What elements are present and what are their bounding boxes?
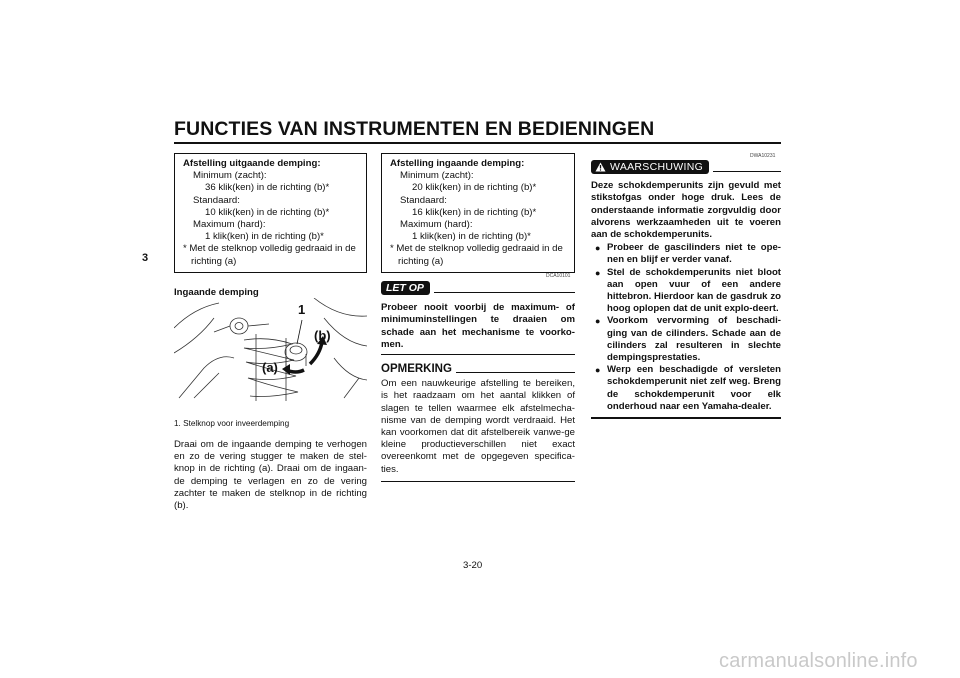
list-item-text: Voorkom vervorming of beschadi-ging van de cilinders. Schade aan de cilinders zal resulteren in slechte dempingsprestaties. xyxy=(607,315,781,364)
warning-rule xyxy=(713,171,781,172)
std-value: 16 klik(ken) in de richting (b)* xyxy=(412,206,537,218)
chapter-number: 3 xyxy=(142,252,149,264)
middle-column xyxy=(381,153,575,273)
warning-section xyxy=(591,160,781,419)
caution-code: DCA10101 xyxy=(546,273,571,279)
note-heading: OPMERKING xyxy=(381,363,452,376)
list-item xyxy=(594,267,781,316)
min-value: 20 klik(ken) in de richting (b)* xyxy=(412,182,537,194)
bullet-icon: ● xyxy=(595,243,601,254)
bullet-icon: ● xyxy=(595,267,601,278)
warning-code: DWA10231 xyxy=(750,153,776,159)
caution-header xyxy=(381,281,575,295)
compression-damping-settings-box xyxy=(381,153,575,273)
list-item xyxy=(594,315,781,364)
list-item xyxy=(594,364,781,413)
max-label: Maximum (hard): xyxy=(400,219,473,231)
left-column xyxy=(174,153,367,299)
bullet-icon: ● xyxy=(595,365,601,376)
warning-badge xyxy=(591,160,709,174)
note-rule xyxy=(456,372,575,373)
shock-absorber-figure xyxy=(174,298,367,401)
std-label: Standaard: xyxy=(400,194,447,206)
figure-caption: 1. Stelknop voor inveerdemping xyxy=(174,419,290,428)
label-b: (b) xyxy=(314,328,331,343)
note-text: Om een nauwkeurige afstelling te bereiken, is het raadzaam om het aantal klikken of slagen te tellen waarmee elk afstelmecha-nisme van de demping wordt verdraaid. Het kan voorkomen dat dit afstelbereik vanwe-ge kleine productieverschillen niet exact overeenkomt met de opgegeven specifica-ties. xyxy=(381,378,575,475)
bullet-icon: ● xyxy=(595,316,601,327)
warning-badge-label: WAARSCHUWING xyxy=(610,161,704,173)
rebound-damping-settings-box xyxy=(174,153,367,273)
warning-list xyxy=(591,242,781,413)
std-value: 10 klik(ken) in de richting (b)* xyxy=(205,206,330,218)
damping-paragraph: Draai om de ingaande demping te verhogen en zo de vering stugger te maken de stel-knop in de richting (a). Draai om de ingaan-de demping te verlagen en zo de vering zachter te maken de stelknop in de richting (b). xyxy=(174,439,367,512)
box-heading: Afstelling ingaande demping: xyxy=(390,158,525,169)
box-note: * Met de stelknop volledig gedraaid in de richting (a) xyxy=(390,243,563,267)
list-item-text: Probeer de gascilinders niet te ope-nen en blijf er verder vanaf. xyxy=(607,242,781,266)
section-subheading: Ingaande demping xyxy=(174,286,259,298)
min-label: Minimum (zacht): xyxy=(193,170,267,182)
caution-text: Probeer nooit voorbij de maximum- of minimuminstellingen te draaien om schade aan het mechanisme te voorko-men. xyxy=(381,302,575,350)
max-value: 1 klik(ken) in de richting (b)* xyxy=(412,231,531,243)
std-label: Standaard: xyxy=(193,194,240,206)
warning-header xyxy=(591,160,781,174)
caution-section xyxy=(381,281,575,482)
min-label: Minimum (zacht): xyxy=(400,170,474,182)
page-title: FUNCTIES VAN INSTRUMENTEN EN BEDIENINGEN xyxy=(174,118,655,140)
min-value: 36 klik(ken) in de richting (b)* xyxy=(205,182,330,194)
warning-end-rule xyxy=(591,417,781,419)
note-end-rule xyxy=(381,481,575,482)
warning-triangle-icon xyxy=(595,162,606,172)
list-item-text: Werp een beschadigde of versleten schokdemperunit niet zelf weg. Breng de schokdemperunit voor elk onderhoud naar een Yamaha-dealer. xyxy=(607,364,781,412)
shock-absorber-illustration xyxy=(174,298,367,401)
title-rule xyxy=(174,142,781,144)
note-header xyxy=(381,363,575,375)
caution-end-rule xyxy=(381,354,575,355)
warning-intro: Deze schokdemperunits zijn gevuld met stikstofgas onder hoge druk. Lees de onderstaande informatie zorgvuldig door alvorens werkzaamheden uit te voeren aan de schokdemperunits. xyxy=(591,180,781,241)
list-item-text: Stel de schokdemperunits niet bloot aan open vuur of een andere hittebron. Hierdoor kan de gasdruk zo hoog oplopen dat de unit explo-deert. xyxy=(607,266,781,315)
caution-badge: LET OP xyxy=(381,281,430,295)
max-value: 1 klik(ken) in de richting (b)* xyxy=(205,231,324,243)
max-label: Maximum (hard): xyxy=(193,219,266,231)
callout-1: 1 xyxy=(298,302,306,317)
box-note: * Met de stelknop volledig gedraaid in de richting (a) xyxy=(183,243,356,267)
label-a: (a) xyxy=(262,360,278,375)
page-number: 3-20 xyxy=(463,560,483,571)
caution-rule xyxy=(434,292,575,293)
watermark: carmanualsonline.info xyxy=(719,650,918,672)
list-item xyxy=(594,242,781,266)
box-heading: Afstelling uitgaande demping: xyxy=(183,158,321,169)
